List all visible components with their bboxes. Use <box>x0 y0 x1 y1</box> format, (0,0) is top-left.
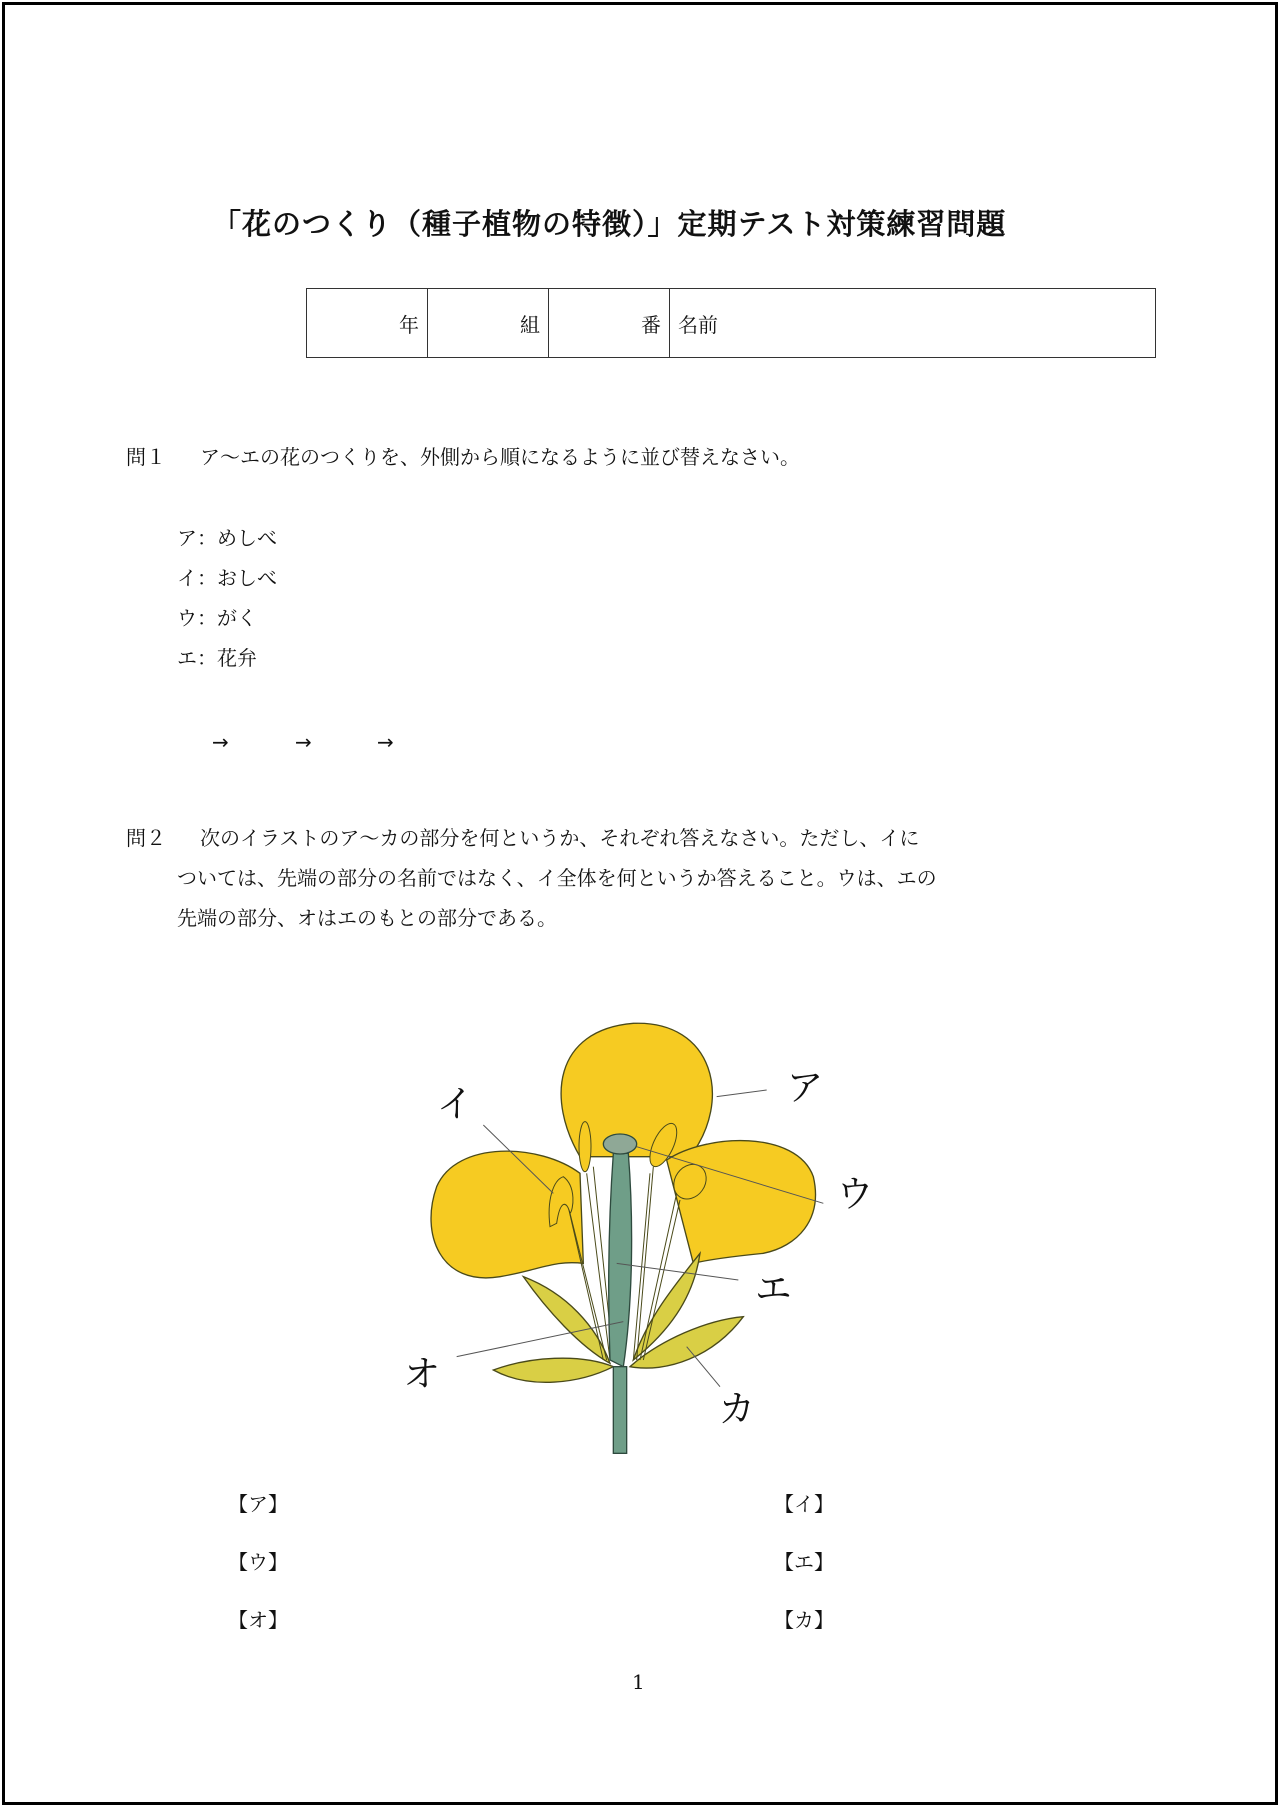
flower-diagram <box>380 1000 940 1480</box>
pistil <box>609 1153 632 1366</box>
answer-i[interactable]: 【イ】 <box>774 1492 834 1516</box>
q1-text: ア～エの花のつくりを、外側から順になるように並び替えなさい。 <box>200 445 800 469</box>
label-e: エ <box>755 1267 792 1311</box>
answer-a[interactable]: 【ア】 <box>228 1492 288 1516</box>
q1-option: エ：花弁 <box>177 646 257 670</box>
page-number: 1 <box>632 1670 645 1694</box>
page-title: 「花のつくり（種子植物の特徴）」定期テスト対策練習問題 <box>212 207 1007 241</box>
petal-left <box>431 1151 583 1278</box>
answer-e[interactable]: 【エ】 <box>774 1550 834 1574</box>
petal-right <box>667 1141 816 1264</box>
q1-option: ウ：がく <box>177 606 257 630</box>
q2-label: 問２ <box>126 826 166 850</box>
class-field[interactable]: 組 <box>428 289 549 358</box>
answer-o[interactable]: 【オ】 <box>228 1608 288 1632</box>
label-a: ア <box>786 1066 824 1109</box>
label-ka: カ <box>718 1387 755 1431</box>
q2-text: ついては、先端の部分の名前ではなく、イ全体を何というか答えること。ウは、エの <box>177 866 937 890</box>
answer-u[interactable]: 【ウ】 <box>228 1550 288 1574</box>
sepal <box>493 1358 613 1382</box>
answer-ka[interactable]: 【カ】 <box>774 1608 834 1632</box>
order-arrow: → <box>212 730 229 754</box>
year-field[interactable]: 年 <box>307 289 428 358</box>
label-o: オ <box>403 1352 440 1396</box>
number-field[interactable]: 番 <box>549 289 670 358</box>
q2-text: 先端の部分、オはエのもとの部分である。 <box>177 906 557 930</box>
name-field[interactable]: 名前 <box>670 289 1156 358</box>
q1-label: 問１ <box>126 445 166 469</box>
label-u: ウ <box>836 1172 874 1216</box>
q1-option: ア：めしべ <box>177 526 277 550</box>
label-i: イ <box>436 1082 474 1126</box>
q1-option: イ：おしべ <box>177 566 277 590</box>
student-info-table <box>306 288 1156 358</box>
order-arrow: → <box>377 730 394 754</box>
order-arrow: → <box>295 730 312 754</box>
q2-text: 次のイラストのア～カの部分を何というか、それぞれ答えなさい。ただし、イに <box>200 826 920 850</box>
